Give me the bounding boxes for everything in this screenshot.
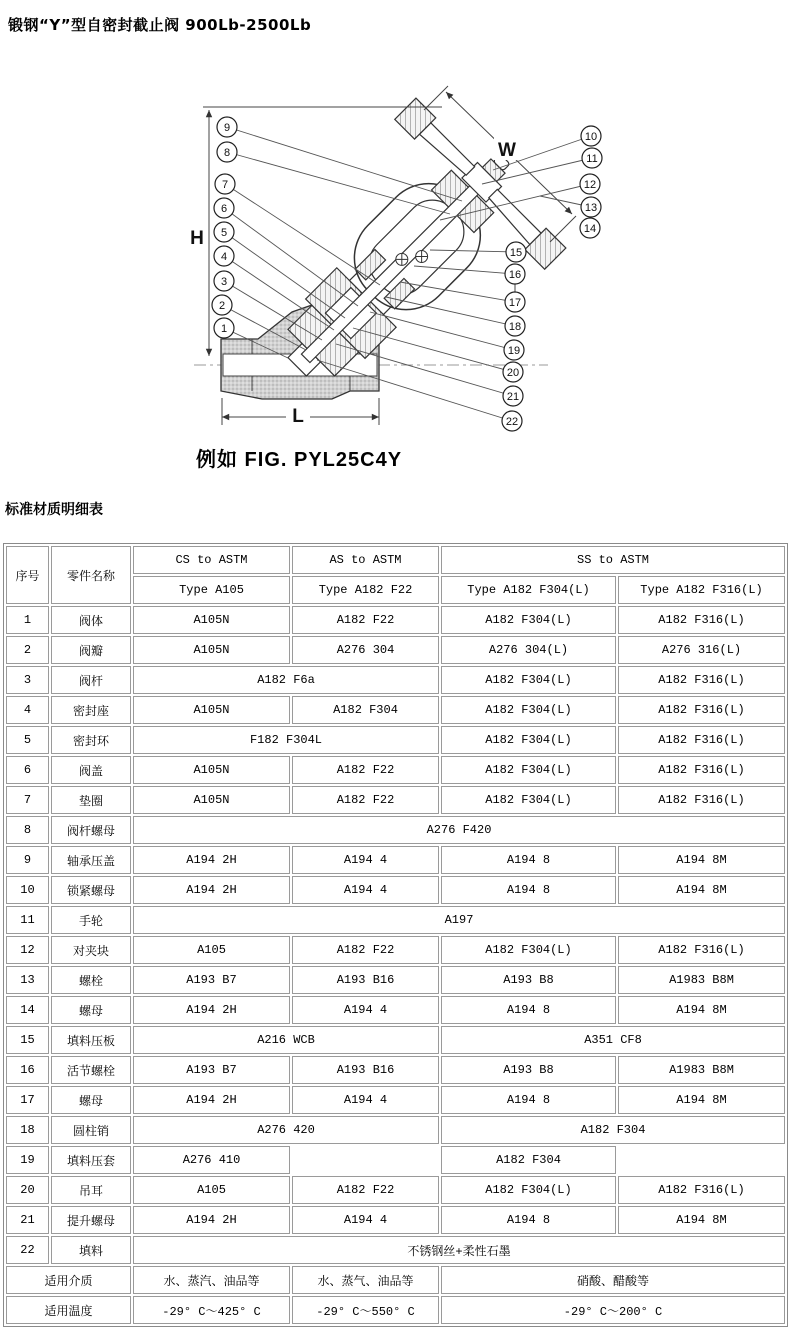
header-row-groups xyxy=(6,546,785,574)
svg-text:17: 17 xyxy=(508,297,522,309)
svg-text:14: 14 xyxy=(583,223,597,235)
material-cell: A194 4 xyxy=(292,996,439,1024)
row-number: 13 xyxy=(6,966,49,994)
material-cell xyxy=(292,1146,439,1174)
material-cell: F182 F304L xyxy=(133,726,439,754)
material-cell: A182 F6a xyxy=(133,666,439,694)
material-cell: A276 F420 xyxy=(133,816,785,844)
row-number: 9 xyxy=(6,846,49,874)
part-name: 吊耳 xyxy=(51,1176,131,1204)
material-cell: A182 F316(L) xyxy=(618,606,785,634)
materials-table-footer xyxy=(6,1266,785,1324)
callout-22 xyxy=(502,411,522,431)
leader-line-6 xyxy=(224,208,358,306)
material-cell: 不锈钢丝+柔性石墨 xyxy=(133,1236,785,1264)
material-cell: A194 2H xyxy=(133,846,290,874)
material-cell: A194 4 xyxy=(292,846,439,874)
part-name: 对夹块 xyxy=(51,936,131,964)
material-cell: A182 F304(L) xyxy=(441,1176,616,1204)
material-cell: A194 2H xyxy=(133,876,290,904)
part-name: 填料压套 xyxy=(51,1146,131,1174)
callout-8 xyxy=(217,142,237,162)
table-row xyxy=(6,996,785,1024)
material-cell: A194 8 xyxy=(441,876,616,904)
header-type-as: Type A182 F22 xyxy=(292,576,439,604)
callout-1 xyxy=(214,318,234,338)
valve-diagram xyxy=(0,0,789,485)
material-cell: A193 B7 xyxy=(133,966,290,994)
callout-9 xyxy=(217,117,237,137)
material-cell: A182 F316(L) xyxy=(618,756,785,784)
material-cell: A182 F316(L) xyxy=(618,696,785,724)
svg-text:21: 21 xyxy=(506,391,520,403)
header-col-part: 零件名称 xyxy=(51,546,131,604)
table-row xyxy=(6,636,785,664)
table-footer-row xyxy=(6,1296,785,1324)
materials-table-head xyxy=(6,546,785,604)
table-row xyxy=(6,606,785,634)
table-row xyxy=(6,816,785,844)
material-cell: A194 4 xyxy=(292,876,439,904)
callout-5 xyxy=(214,222,234,242)
part-name: 阀盖 xyxy=(51,756,131,784)
part-name: 阀体 xyxy=(51,606,131,634)
dim-l-label: L xyxy=(292,406,304,427)
row-number: 7 xyxy=(6,786,49,814)
material-cell: A194 4 xyxy=(292,1206,439,1234)
dim-w-label: W xyxy=(498,140,516,161)
row-number: 10 xyxy=(6,876,49,904)
part-name: 提升螺母 xyxy=(51,1206,131,1234)
material-cell: A1983 B8M xyxy=(618,1056,785,1084)
material-cell: A193 B7 xyxy=(133,1056,290,1084)
svg-text:9: 9 xyxy=(223,122,231,134)
svg-text:19: 19 xyxy=(507,345,521,357)
material-cell: A105N xyxy=(133,636,290,664)
callout-10 xyxy=(581,126,601,146)
part-name: 阀杆 xyxy=(51,666,131,694)
footer-value-cell: -29° C～200° C xyxy=(441,1296,785,1324)
callout-6 xyxy=(214,198,234,218)
materials-table-body xyxy=(6,606,785,1264)
svg-text:10: 10 xyxy=(584,131,598,143)
material-cell: A105N xyxy=(133,786,290,814)
svg-text:6: 6 xyxy=(220,203,228,215)
svg-text:5: 5 xyxy=(220,227,228,239)
table-row xyxy=(6,1026,785,1054)
svg-text:22: 22 xyxy=(505,416,519,428)
row-number: 18 xyxy=(6,1116,49,1144)
table-row xyxy=(6,906,785,934)
material-cell: A276 420 xyxy=(133,1116,439,1144)
figure-caption: 例如 FIG. PYL25C4Y xyxy=(196,449,403,471)
table-row xyxy=(6,936,785,964)
material-cell: A276 304 xyxy=(292,636,439,664)
part-name: 手轮 xyxy=(51,906,131,934)
material-cell: A182 F304 xyxy=(441,1116,785,1144)
svg-text:7: 7 xyxy=(221,179,229,191)
material-cell: A182 F304 xyxy=(292,696,439,724)
material-cell: A182 F316(L) xyxy=(618,936,785,964)
row-number: 15 xyxy=(6,1026,49,1054)
material-cell: A351 CF8 xyxy=(441,1026,785,1054)
dim-h-label: H xyxy=(190,228,204,249)
material-cell: A194 2H xyxy=(133,996,290,1024)
row-number: 19 xyxy=(6,1146,49,1174)
svg-text:11: 11 xyxy=(586,153,598,165)
table-row xyxy=(6,846,785,874)
header-type-ss2: Type A182 F316(L) xyxy=(618,576,785,604)
materials-table xyxy=(3,543,788,1327)
svg-text:2: 2 xyxy=(218,300,226,312)
row-number: 2 xyxy=(6,636,49,664)
footer-label: 适用温度 xyxy=(6,1296,131,1324)
footer-value-cell: -29° C～550° C xyxy=(292,1296,439,1324)
material-cell: A216 WCB xyxy=(133,1026,439,1054)
table-row xyxy=(6,1206,785,1234)
row-number: 21 xyxy=(6,1206,49,1234)
svg-text:3: 3 xyxy=(220,276,228,288)
material-cell: A194 2H xyxy=(133,1086,290,1114)
svg-text:18: 18 xyxy=(508,321,522,333)
callout-19 xyxy=(504,340,524,360)
callout-21 xyxy=(503,386,523,406)
row-number: 5 xyxy=(6,726,49,754)
leader-line-8 xyxy=(227,152,450,214)
material-cell: A193 B8 xyxy=(441,966,616,994)
section-header: 标准材质明细表 xyxy=(5,502,103,518)
footer-value-cell: 水、蒸汽、油品等 xyxy=(133,1266,290,1294)
callout-7 xyxy=(215,174,235,194)
callout-12 xyxy=(580,174,600,194)
material-cell: A182 F316(L) xyxy=(618,666,785,694)
table-row xyxy=(6,1176,785,1204)
material-cell: A182 F22 xyxy=(292,936,439,964)
table-footer-row xyxy=(6,1266,785,1294)
material-cell: A182 F316(L) xyxy=(618,1176,785,1204)
material-cell: A182 F304 xyxy=(441,1146,616,1174)
material-cell: A182 F22 xyxy=(292,786,439,814)
table-row xyxy=(6,726,785,754)
table-row xyxy=(6,1086,785,1114)
callout-18 xyxy=(505,316,525,336)
footer-value-cell: -29° C～425° C xyxy=(133,1296,290,1324)
table-row xyxy=(6,1056,785,1084)
row-number: 16 xyxy=(6,1056,49,1084)
table-row xyxy=(6,1116,785,1144)
row-number: 8 xyxy=(6,816,49,844)
row-number: 1 xyxy=(6,606,49,634)
part-name: 螺母 xyxy=(51,996,131,1024)
row-number: 11 xyxy=(6,906,49,934)
material-cell: A194 8 xyxy=(441,1086,616,1114)
material-cell: A197 xyxy=(133,906,785,934)
material-cell: A194 8M xyxy=(618,996,785,1024)
header-group-cs: CS to ASTM xyxy=(133,546,290,574)
leader-line-5 xyxy=(224,232,345,318)
footer-value-cell: 水、蒸气、油品等 xyxy=(292,1266,439,1294)
part-name: 螺母 xyxy=(51,1086,131,1114)
material-cell: A182 F22 xyxy=(292,756,439,784)
svg-text:4: 4 xyxy=(220,251,228,263)
material-cell: A182 F304(L) xyxy=(441,666,616,694)
material-cell: A193 B8 xyxy=(441,1056,616,1084)
material-cell: A276 316(L) xyxy=(618,636,785,664)
material-cell: A105N xyxy=(133,606,290,634)
callout-4 xyxy=(214,246,234,266)
svg-text:1: 1 xyxy=(220,323,228,335)
material-cell: A194 8M xyxy=(618,846,785,874)
material-cell: A105 xyxy=(133,1176,290,1204)
material-cell: A182 F316(L) xyxy=(618,726,785,754)
footer-value-cell: 硝酸、醋酸等 xyxy=(441,1266,785,1294)
part-name: 阀瓣 xyxy=(51,636,131,664)
svg-text:20: 20 xyxy=(506,367,520,379)
material-cell: A182 F304(L) xyxy=(441,756,616,784)
part-name: 密封环 xyxy=(51,726,131,754)
material-cell: A182 F22 xyxy=(292,606,439,634)
callout-14 xyxy=(580,218,600,238)
row-number: 12 xyxy=(6,936,49,964)
table-row xyxy=(6,696,785,724)
part-name: 填料 xyxy=(51,1236,131,1264)
material-cell: A182 F22 xyxy=(292,1176,439,1204)
part-name: 密封座 xyxy=(51,696,131,724)
callout-15 xyxy=(506,242,526,262)
material-cell: A182 F304(L) xyxy=(441,786,616,814)
material-cell: A193 B16 xyxy=(292,966,439,994)
row-number: 14 xyxy=(6,996,49,1024)
callout-3 xyxy=(214,271,234,291)
callout-17 xyxy=(505,292,525,312)
leader-line-7 xyxy=(225,184,380,285)
row-number: 22 xyxy=(6,1236,49,1264)
material-cell: A276 410 xyxy=(133,1146,290,1174)
header-group-ss: SS to ASTM xyxy=(441,546,785,574)
table-row xyxy=(6,876,785,904)
header-type-ss1: Type A182 F304(L) xyxy=(441,576,616,604)
row-number: 6 xyxy=(6,756,49,784)
header-type-cs: Type A105 xyxy=(133,576,290,604)
callout-11 xyxy=(582,148,602,168)
header-col-no: 序号 xyxy=(6,546,49,604)
material-cell: A194 8 xyxy=(441,1206,616,1234)
material-cell: A276 304(L) xyxy=(441,636,616,664)
callout-16 xyxy=(505,264,525,284)
table-row xyxy=(6,756,785,784)
table-row xyxy=(6,1236,785,1264)
material-cell xyxy=(618,1146,785,1174)
table-row xyxy=(6,1146,785,1174)
material-cell: A194 4 xyxy=(292,1086,439,1114)
material-cell: A182 F304(L) xyxy=(441,936,616,964)
material-cell: A1983 B8M xyxy=(618,966,785,994)
svg-text:16: 16 xyxy=(508,269,522,281)
part-name: 填料压板 xyxy=(51,1026,131,1054)
material-cell: A182 F304(L) xyxy=(441,696,616,724)
svg-text:12: 12 xyxy=(583,179,597,191)
material-cell: A194 2H xyxy=(133,1206,290,1234)
material-cell: A194 8 xyxy=(441,996,616,1024)
callout-2 xyxy=(212,295,232,315)
row-number: 20 xyxy=(6,1176,49,1204)
material-cell: A182 F304(L) xyxy=(441,606,616,634)
svg-text:8: 8 xyxy=(223,147,231,159)
row-number: 17 xyxy=(6,1086,49,1114)
material-cell: A194 8 xyxy=(441,846,616,874)
svg-text:13: 13 xyxy=(584,202,598,214)
part-name: 螺栓 xyxy=(51,966,131,994)
table-row xyxy=(6,786,785,814)
material-cell: A182 F304(L) xyxy=(441,726,616,754)
material-cell: A194 8M xyxy=(618,876,785,904)
part-name: 阀杆螺母 xyxy=(51,816,131,844)
row-number: 4 xyxy=(6,696,49,724)
part-name: 轴承压盖 xyxy=(51,846,131,874)
row-number: 3 xyxy=(6,666,49,694)
material-cell: A182 F316(L) xyxy=(618,786,785,814)
material-cell: A193 B16 xyxy=(292,1056,439,1084)
table-row xyxy=(6,966,785,994)
material-cell: A194 8M xyxy=(618,1206,785,1234)
callout-13 xyxy=(581,197,601,217)
table-row xyxy=(6,666,785,694)
material-cell: A105N xyxy=(133,696,290,724)
page-title: 锻钢“Y”型自密封截止阀 900Lb-2500Lb xyxy=(8,16,312,34)
part-name: 圆柱销 xyxy=(51,1116,131,1144)
part-name: 锁紧螺母 xyxy=(51,876,131,904)
header-group-as: AS to ASTM xyxy=(292,546,439,574)
material-cell: A105 xyxy=(133,936,290,964)
material-cell: A194 8M xyxy=(618,1086,785,1114)
part-name: 活节螺栓 xyxy=(51,1056,131,1084)
material-cell: A105N xyxy=(133,756,290,784)
handwheel-spoke-upper xyxy=(420,123,475,178)
footer-label: 适用介质 xyxy=(6,1266,131,1294)
callout-20 xyxy=(503,362,523,382)
svg-text:15: 15 xyxy=(509,247,523,259)
part-name: 垫圈 xyxy=(51,786,131,814)
